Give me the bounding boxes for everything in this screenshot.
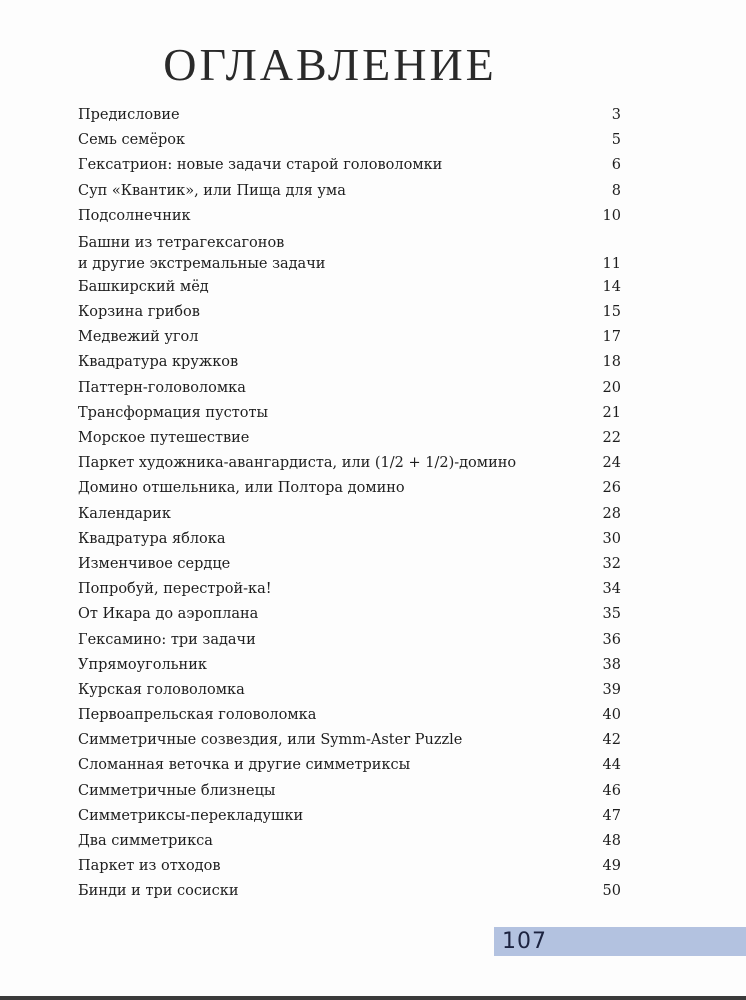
toc-entry-title: Попробуй, перестрой-ка! <box>78 581 272 598</box>
toc-entry-title: Домино отшельника, или Полтора домино <box>78 480 405 497</box>
toc-entry-page: 17 <box>602 329 621 346</box>
toc-entry-page: 47 <box>602 807 621 824</box>
toc-entry <box>78 426 623 451</box>
toc-entry <box>78 879 623 904</box>
toc-entry-title: Трансформация пустоты <box>78 404 269 421</box>
toc-entry <box>78 829 623 854</box>
toc-entry-page: 20 <box>602 379 621 396</box>
toc-entry-title: Симметричные созвездия, или Symm-Aster Puzzle <box>78 732 463 749</box>
toc-entry <box>78 628 623 653</box>
toc-entry <box>78 179 623 204</box>
toc-entry <box>78 754 623 779</box>
page-number: 107 <box>502 929 547 954</box>
toc-entry-title: Изменчивое сердце <box>78 555 231 572</box>
toc-entry <box>78 602 623 627</box>
toc-entry-page: 39 <box>602 681 621 698</box>
toc-entry-title: Паркет из отходов <box>78 858 221 875</box>
toc-entry <box>78 351 623 376</box>
toc-entry-title: Паркет художника-авангардиста, или (1/2 + 1/2)-домино <box>78 455 517 472</box>
toc-entry <box>78 779 623 804</box>
toc-entry-page: 42 <box>602 732 621 749</box>
toc-entry-title: Башкирский мёд <box>78 278 209 295</box>
toc-entry-title: Паттерн-головоломка <box>78 379 246 396</box>
toc-entry-title: Суп «Квантик», или Пища для ума <box>78 182 346 199</box>
toc-entry-page: 15 <box>602 304 621 321</box>
toc-entry-page: 30 <box>602 530 621 547</box>
toc-entry-title: Корзина грибов <box>78 304 200 321</box>
toc-entry <box>78 376 623 401</box>
toc-entry-page: 6 <box>611 157 621 174</box>
toc-entry-page: 28 <box>602 505 621 522</box>
toc-entry <box>78 300 623 325</box>
toc-entry-page: 48 <box>602 833 621 850</box>
toc-entry-title: Семь семёрок <box>78 132 186 149</box>
toc-entry <box>78 103 623 128</box>
toc-entry <box>78 275 623 300</box>
toc-entry-page: 22 <box>602 430 621 447</box>
toc-entry <box>78 401 623 426</box>
toc-entry-page: 32 <box>602 555 621 572</box>
toc-entry-page: 35 <box>602 606 621 623</box>
toc-entry <box>78 153 623 178</box>
bottom-rule <box>0 996 746 1000</box>
toc-entry-page: 40 <box>602 707 621 724</box>
toc-entry-title: Первоапрельская головоломка <box>78 707 317 724</box>
toc-entry-title: Подсолнечник <box>78 207 191 224</box>
toc-entry <box>78 854 623 879</box>
toc-entry-page: 36 <box>602 631 621 648</box>
toc-entry <box>78 476 623 501</box>
toc-entry <box>78 527 623 552</box>
toc-entry-page: 10 <box>602 207 621 224</box>
toc-entry <box>78 804 623 829</box>
toc-entry-page: 49 <box>602 858 621 875</box>
toc-entry-title: Предисловие <box>78 106 180 123</box>
toc-entry <box>78 552 623 577</box>
toc-entry-title: Симметричные близнецы <box>78 782 276 799</box>
toc-entry-page: 3 <box>611 106 621 123</box>
toc-entry-page: 8 <box>611 182 621 199</box>
toc-entry <box>78 728 623 753</box>
table-of-contents <box>78 103 623 905</box>
toc-entry-page: 46 <box>602 782 621 799</box>
toc-entry <box>78 229 623 275</box>
toc-entry-page: 24 <box>602 455 621 472</box>
toc-entry-title: Курская головоломка <box>78 681 245 698</box>
toc-entry <box>78 703 623 728</box>
toc-entry-page: 5 <box>611 132 621 149</box>
toc-entry <box>78 204 623 229</box>
toc-entry-title: Сломанная веточка и другие симметриксы <box>78 757 411 774</box>
toc-entry-title: Упрямоугольник <box>78 656 207 673</box>
toc-entry-title: Башни из тетрагексагонов и другие экстремальные задачи <box>78 234 326 272</box>
toc-entry-page: 26 <box>602 480 621 497</box>
toc-entry <box>78 451 623 476</box>
toc-entry-page: 21 <box>602 404 621 421</box>
toc-entry-title: Календарик <box>78 505 171 522</box>
toc-entry <box>78 128 623 153</box>
toc-entry-page: 14 <box>602 278 621 295</box>
toc-entry-title: Бинди и три сосиски <box>78 883 239 900</box>
toc-entry-title: Гексамино: три задачи <box>78 631 256 648</box>
toc-entry-title: Квадратура кружков <box>78 354 239 371</box>
toc-entry <box>78 678 623 703</box>
toc-entry-page: 44 <box>602 757 621 774</box>
toc-entry <box>78 653 623 678</box>
toc-entry-page: 38 <box>602 656 621 673</box>
toc-entry-title: Симметриксы-перекладушки <box>78 807 304 824</box>
page-number-badge <box>494 927 746 956</box>
toc-entry-title: Медвежий угол <box>78 329 199 346</box>
toc-entry-title: Морское путешествие <box>78 430 250 447</box>
toc-entry-page: 34 <box>602 581 621 598</box>
toc-entry-page: 50 <box>602 883 621 900</box>
page-title: ОГЛАВЛЕНИЕ <box>163 39 497 90</box>
toc-entry-title: Квадратура яблока <box>78 530 226 547</box>
toc-entry-page: 18 <box>602 354 621 371</box>
toc-entry <box>78 577 623 602</box>
toc-entry-title: От Икара до аэроплана <box>78 606 259 623</box>
toc-entry <box>78 502 623 527</box>
toc-entry-title: Гексатрион: новые задачи старой головоломки <box>78 157 443 174</box>
toc-entry-page: 11 <box>602 255 621 272</box>
toc-entry <box>78 325 623 350</box>
toc-entry-title: Два симметрикса <box>78 833 213 850</box>
